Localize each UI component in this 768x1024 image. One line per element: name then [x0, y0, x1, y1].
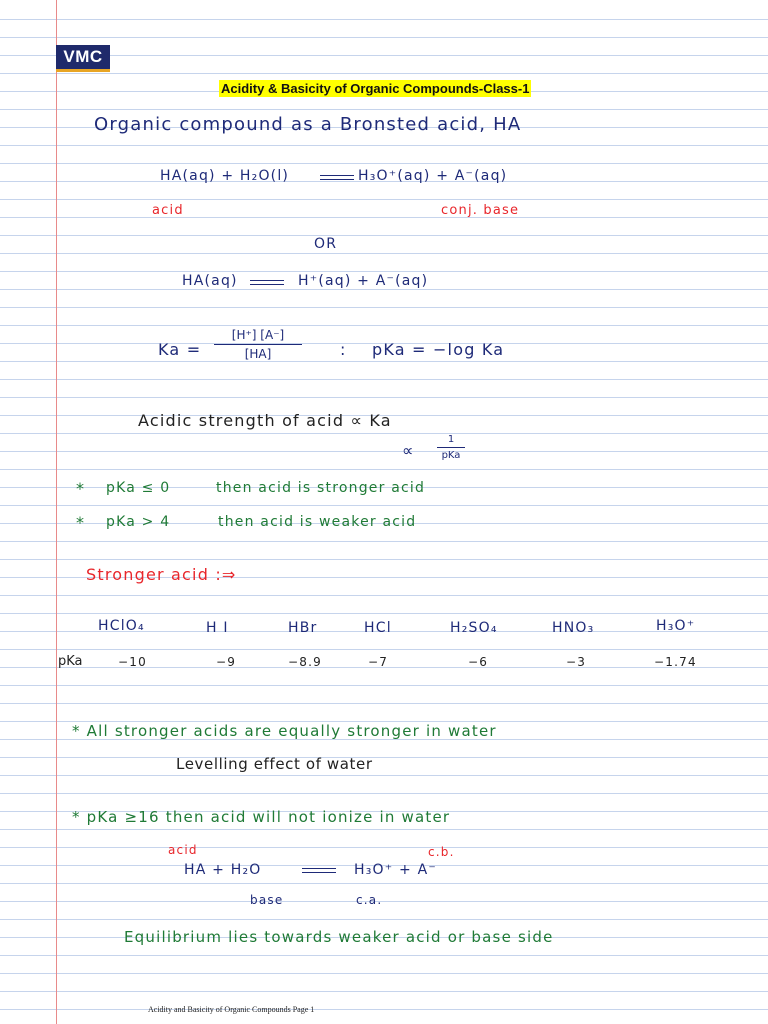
inverse-pka-fraction [437, 434, 465, 461]
acid-formula: HClO₄ [98, 618, 145, 634]
equilibrium-arrow-3 [302, 867, 336, 875]
levelling-effect: Levelling effect of water [176, 755, 373, 773]
fraction-bar [214, 344, 302, 345]
margin-line [56, 0, 57, 1024]
inverse-denominator: pKa [441, 450, 461, 461]
pka-value: −6 [468, 655, 489, 669]
pka-definition: pKa = −log Ka [372, 340, 505, 359]
equilibrium-arrow-1 [320, 174, 354, 182]
eq3-rhs: H₃O⁺ + A⁻ [354, 862, 437, 878]
ka-fraction [214, 328, 302, 361]
acid-formula: HNO₃ [552, 620, 595, 636]
ka-separator: : [340, 340, 347, 359]
label-acid-2: acid [168, 843, 198, 857]
rule-text: then acid is weaker acid [218, 514, 417, 530]
pka-row-label: pKa [58, 654, 83, 669]
pka-value: −3 [566, 655, 587, 669]
label-base: base [250, 893, 284, 907]
acid-formula: H₃O⁺ [656, 618, 696, 634]
label-cb: c.b. [428, 845, 455, 859]
page-title: Acidity & Basicity of Organic Compounds-Class-1 [221, 81, 530, 96]
pka-value: −7 [368, 655, 389, 669]
ka-label: Ka = [158, 340, 202, 359]
ka-numerator: [H⁺] [A⁻] [231, 328, 285, 342]
proportional-symbol: ∝ [402, 441, 415, 460]
note-no-ionization: * pKa ≥16 then acid will not ionize in water [72, 808, 451, 826]
fraction-bar [437, 447, 465, 448]
eq2-rhs: H⁺(aq) + A⁻(aq) [298, 273, 429, 289]
acid-formula: H I [206, 620, 229, 636]
pka-value: −10 [118, 655, 147, 669]
pka-value: −8.9 [288, 655, 322, 669]
heading-bronsted: Organic compound as a Bronsted acid, HA [94, 114, 522, 135]
equilibrium-note: Equilibrium lies towards weaker acid or base side [124, 928, 554, 946]
acid-formula: HBr [288, 620, 318, 636]
pka-value: −1.74 [654, 655, 697, 669]
label-conj-base: conj. base [441, 203, 520, 218]
eq2-lhs: HA(aq) [182, 273, 238, 289]
eq1-rhs: H₃O⁺(aq) + A⁻(aq) [358, 168, 508, 184]
stronger-acid-heading: Stronger acid :⇒ [86, 565, 237, 584]
rule-star: * [76, 513, 86, 532]
label-ca: c.a. [356, 893, 383, 907]
eq3-lhs: HA + H₂O [184, 862, 262, 878]
rule-condition: pKa > 4 [106, 514, 171, 530]
pka-value: −9 [216, 655, 237, 669]
rule-star: * [76, 479, 86, 498]
acid-formula: HCl [364, 620, 392, 636]
inverse-numerator: 1 [447, 434, 455, 445]
vmc-logo: VMC [56, 45, 110, 72]
note-equally-strong: * All stronger acids are equally stronger in water [72, 722, 497, 740]
or-label: OR [314, 236, 338, 252]
acidic-strength-line: Acidic strength of acid ∝ Ka [138, 411, 392, 430]
rule-condition: pKa ≤ 0 [106, 480, 171, 496]
eq1-lhs: HA(aq) + H₂O(l) [160, 168, 290, 184]
rule-text: then acid is stronger acid [216, 480, 426, 496]
acid-formula: H₂SO₄ [450, 620, 498, 636]
ka-denominator: [HA] [244, 347, 272, 361]
page-footer: Acidity and Basicity of Organic Compounds Page 1 [148, 1005, 315, 1014]
label-acid: acid [152, 203, 184, 218]
equilibrium-arrow-2 [250, 279, 284, 287]
